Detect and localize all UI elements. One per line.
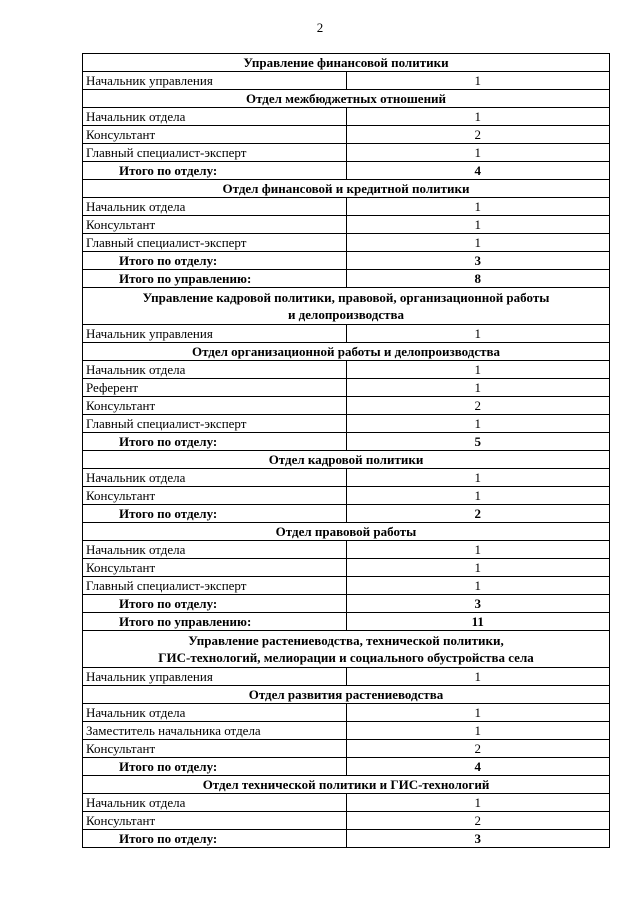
position-name: Консультант <box>83 740 347 758</box>
position-name: Главный специалист-эксперт <box>83 234 347 252</box>
position-count: 1 <box>346 704 610 722</box>
position-name: Начальник отдела <box>83 794 347 812</box>
total-count: 3 <box>346 595 610 613</box>
position-count: 1 <box>346 794 610 812</box>
position-name: Консультант <box>83 126 347 144</box>
section-heading-line-2: ГИС-технологий, мелиорации и социального обустройства села <box>158 650 534 665</box>
position-row <box>83 812 610 830</box>
position-count: 1 <box>346 72 610 90</box>
total-count: 5 <box>346 433 610 451</box>
position-row <box>83 234 610 252</box>
section-heading <box>83 343 610 361</box>
position-name: Главный специалист-эксперт <box>83 144 347 162</box>
section-heading-line: Отдел правовой работы <box>275 524 417 539</box>
position-name: Начальник управления <box>83 72 347 90</box>
total-count: 4 <box>346 758 610 776</box>
position-row <box>83 108 610 126</box>
section-heading <box>83 54 610 72</box>
position-count: 2 <box>346 812 610 830</box>
section-heading-row <box>83 686 610 704</box>
total-label: Итого по отделу: <box>83 162 347 180</box>
section-heading <box>83 90 610 108</box>
position-name: Начальник управления <box>83 668 347 686</box>
section-heading-line: Отдел технической политики и ГИС-технологий <box>202 777 490 792</box>
position-count: 1 <box>346 487 610 505</box>
section-heading <box>83 180 610 198</box>
position-name: Консультант <box>83 559 347 577</box>
total-label: Итого по отделу: <box>83 595 347 613</box>
section-heading-line: Отдел кадровой политики <box>268 452 424 467</box>
position-row <box>83 794 610 812</box>
total-row <box>83 613 610 631</box>
total-row <box>83 758 610 776</box>
staffing-table-body <box>83 54 610 848</box>
position-name: Начальник отдела <box>83 198 347 216</box>
total-count: 2 <box>346 505 610 523</box>
position-row <box>83 325 610 343</box>
section-heading-line: Управление финансовой политики <box>243 55 449 70</box>
total-label: Итого по отделу: <box>83 830 347 848</box>
position-name: Консультант <box>83 812 347 830</box>
position-name: Начальник отдела <box>83 704 347 722</box>
total-label: Итого по отделу: <box>83 758 347 776</box>
position-count: 1 <box>346 379 610 397</box>
section-heading-row <box>83 343 610 361</box>
position-row <box>83 397 610 415</box>
section-heading-row <box>83 523 610 541</box>
section-heading-row <box>83 288 610 325</box>
position-count: 1 <box>346 541 610 559</box>
section-heading <box>83 631 610 668</box>
section-heading <box>83 288 610 325</box>
section-heading-line: Отдел финансовой и кредитной политики <box>222 181 470 196</box>
position-row <box>83 559 610 577</box>
position-name: Главный специалист-эксперт <box>83 415 347 433</box>
position-count: 1 <box>346 469 610 487</box>
position-row <box>83 722 610 740</box>
position-row <box>83 361 610 379</box>
total-count: 3 <box>346 252 610 270</box>
section-heading-line-2: и делопроизводства <box>287 307 405 322</box>
section-heading-line: Отдел организационной работы и делопроизводства <box>191 344 501 359</box>
position-name: Консультант <box>83 487 347 505</box>
position-count: 1 <box>346 415 610 433</box>
section-heading <box>83 451 610 469</box>
position-count: 1 <box>346 216 610 234</box>
section-heading-row <box>83 451 610 469</box>
position-row <box>83 740 610 758</box>
position-name: Референт <box>83 379 347 397</box>
position-name: Начальник отдела <box>83 469 347 487</box>
position-count: 1 <box>346 144 610 162</box>
total-row <box>83 595 610 613</box>
section-heading-row <box>83 54 610 72</box>
position-row <box>83 487 610 505</box>
position-count: 1 <box>346 361 610 379</box>
position-name: Начальник отдела <box>83 541 347 559</box>
position-name: Консультант <box>83 216 347 234</box>
section-heading-row <box>83 180 610 198</box>
total-count: 8 <box>346 270 610 288</box>
position-row <box>83 668 610 686</box>
total-label: Итого по отделу: <box>83 433 347 451</box>
section-heading-row <box>83 631 610 668</box>
section-heading-row <box>83 776 610 794</box>
position-name: Начальник отдела <box>83 108 347 126</box>
position-row <box>83 704 610 722</box>
position-row <box>83 379 610 397</box>
total-count: 11 <box>346 613 610 631</box>
position-count: 1 <box>346 722 610 740</box>
section-heading-line: Управление кадровой политики, правовой, организационной работы <box>142 290 550 305</box>
position-row <box>83 144 610 162</box>
total-count: 4 <box>346 162 610 180</box>
position-count: 1 <box>346 234 610 252</box>
position-count: 1 <box>346 108 610 126</box>
section-heading-line: Отдел развития растениеводства <box>248 687 444 702</box>
position-count: 1 <box>346 668 610 686</box>
total-row <box>83 433 610 451</box>
total-count: 3 <box>346 830 610 848</box>
position-name: Начальник отдела <box>83 361 347 379</box>
position-count: 1 <box>346 325 610 343</box>
position-name: Начальник управления <box>83 325 347 343</box>
section-heading-row <box>83 90 610 108</box>
position-count: 1 <box>346 198 610 216</box>
total-row <box>83 270 610 288</box>
position-row <box>83 126 610 144</box>
position-row <box>83 72 610 90</box>
position-row <box>83 541 610 559</box>
total-label: Итого по отделу: <box>83 252 347 270</box>
position-name: Заместитель начальника отдела <box>83 722 347 740</box>
section-heading <box>83 523 610 541</box>
total-row <box>83 505 610 523</box>
section-heading-line: Отдел межбюджетных отношений <box>245 91 447 106</box>
section-heading <box>83 686 610 704</box>
position-row <box>83 216 610 234</box>
position-count: 1 <box>346 559 610 577</box>
section-heading <box>83 776 610 794</box>
position-name: Консультант <box>83 397 347 415</box>
page-number: 2 <box>316 20 324 35</box>
total-row <box>83 830 610 848</box>
position-row <box>83 198 610 216</box>
position-row <box>83 469 610 487</box>
position-row <box>83 577 610 595</box>
total-label: Итого по отделу: <box>83 505 347 523</box>
position-count: 2 <box>346 397 610 415</box>
position-row <box>83 415 610 433</box>
total-row <box>83 252 610 270</box>
position-count: 2 <box>346 740 610 758</box>
total-label: Итого по управлению: <box>83 270 347 288</box>
section-heading-line: Управление растениеводства, технической политики, <box>188 633 504 648</box>
staffing-table <box>82 53 610 848</box>
position-name: Главный специалист-эксперт <box>83 577 347 595</box>
total-label: Итого по управлению: <box>83 613 347 631</box>
position-count: 2 <box>346 126 610 144</box>
position-count: 1 <box>346 577 610 595</box>
total-row <box>83 162 610 180</box>
